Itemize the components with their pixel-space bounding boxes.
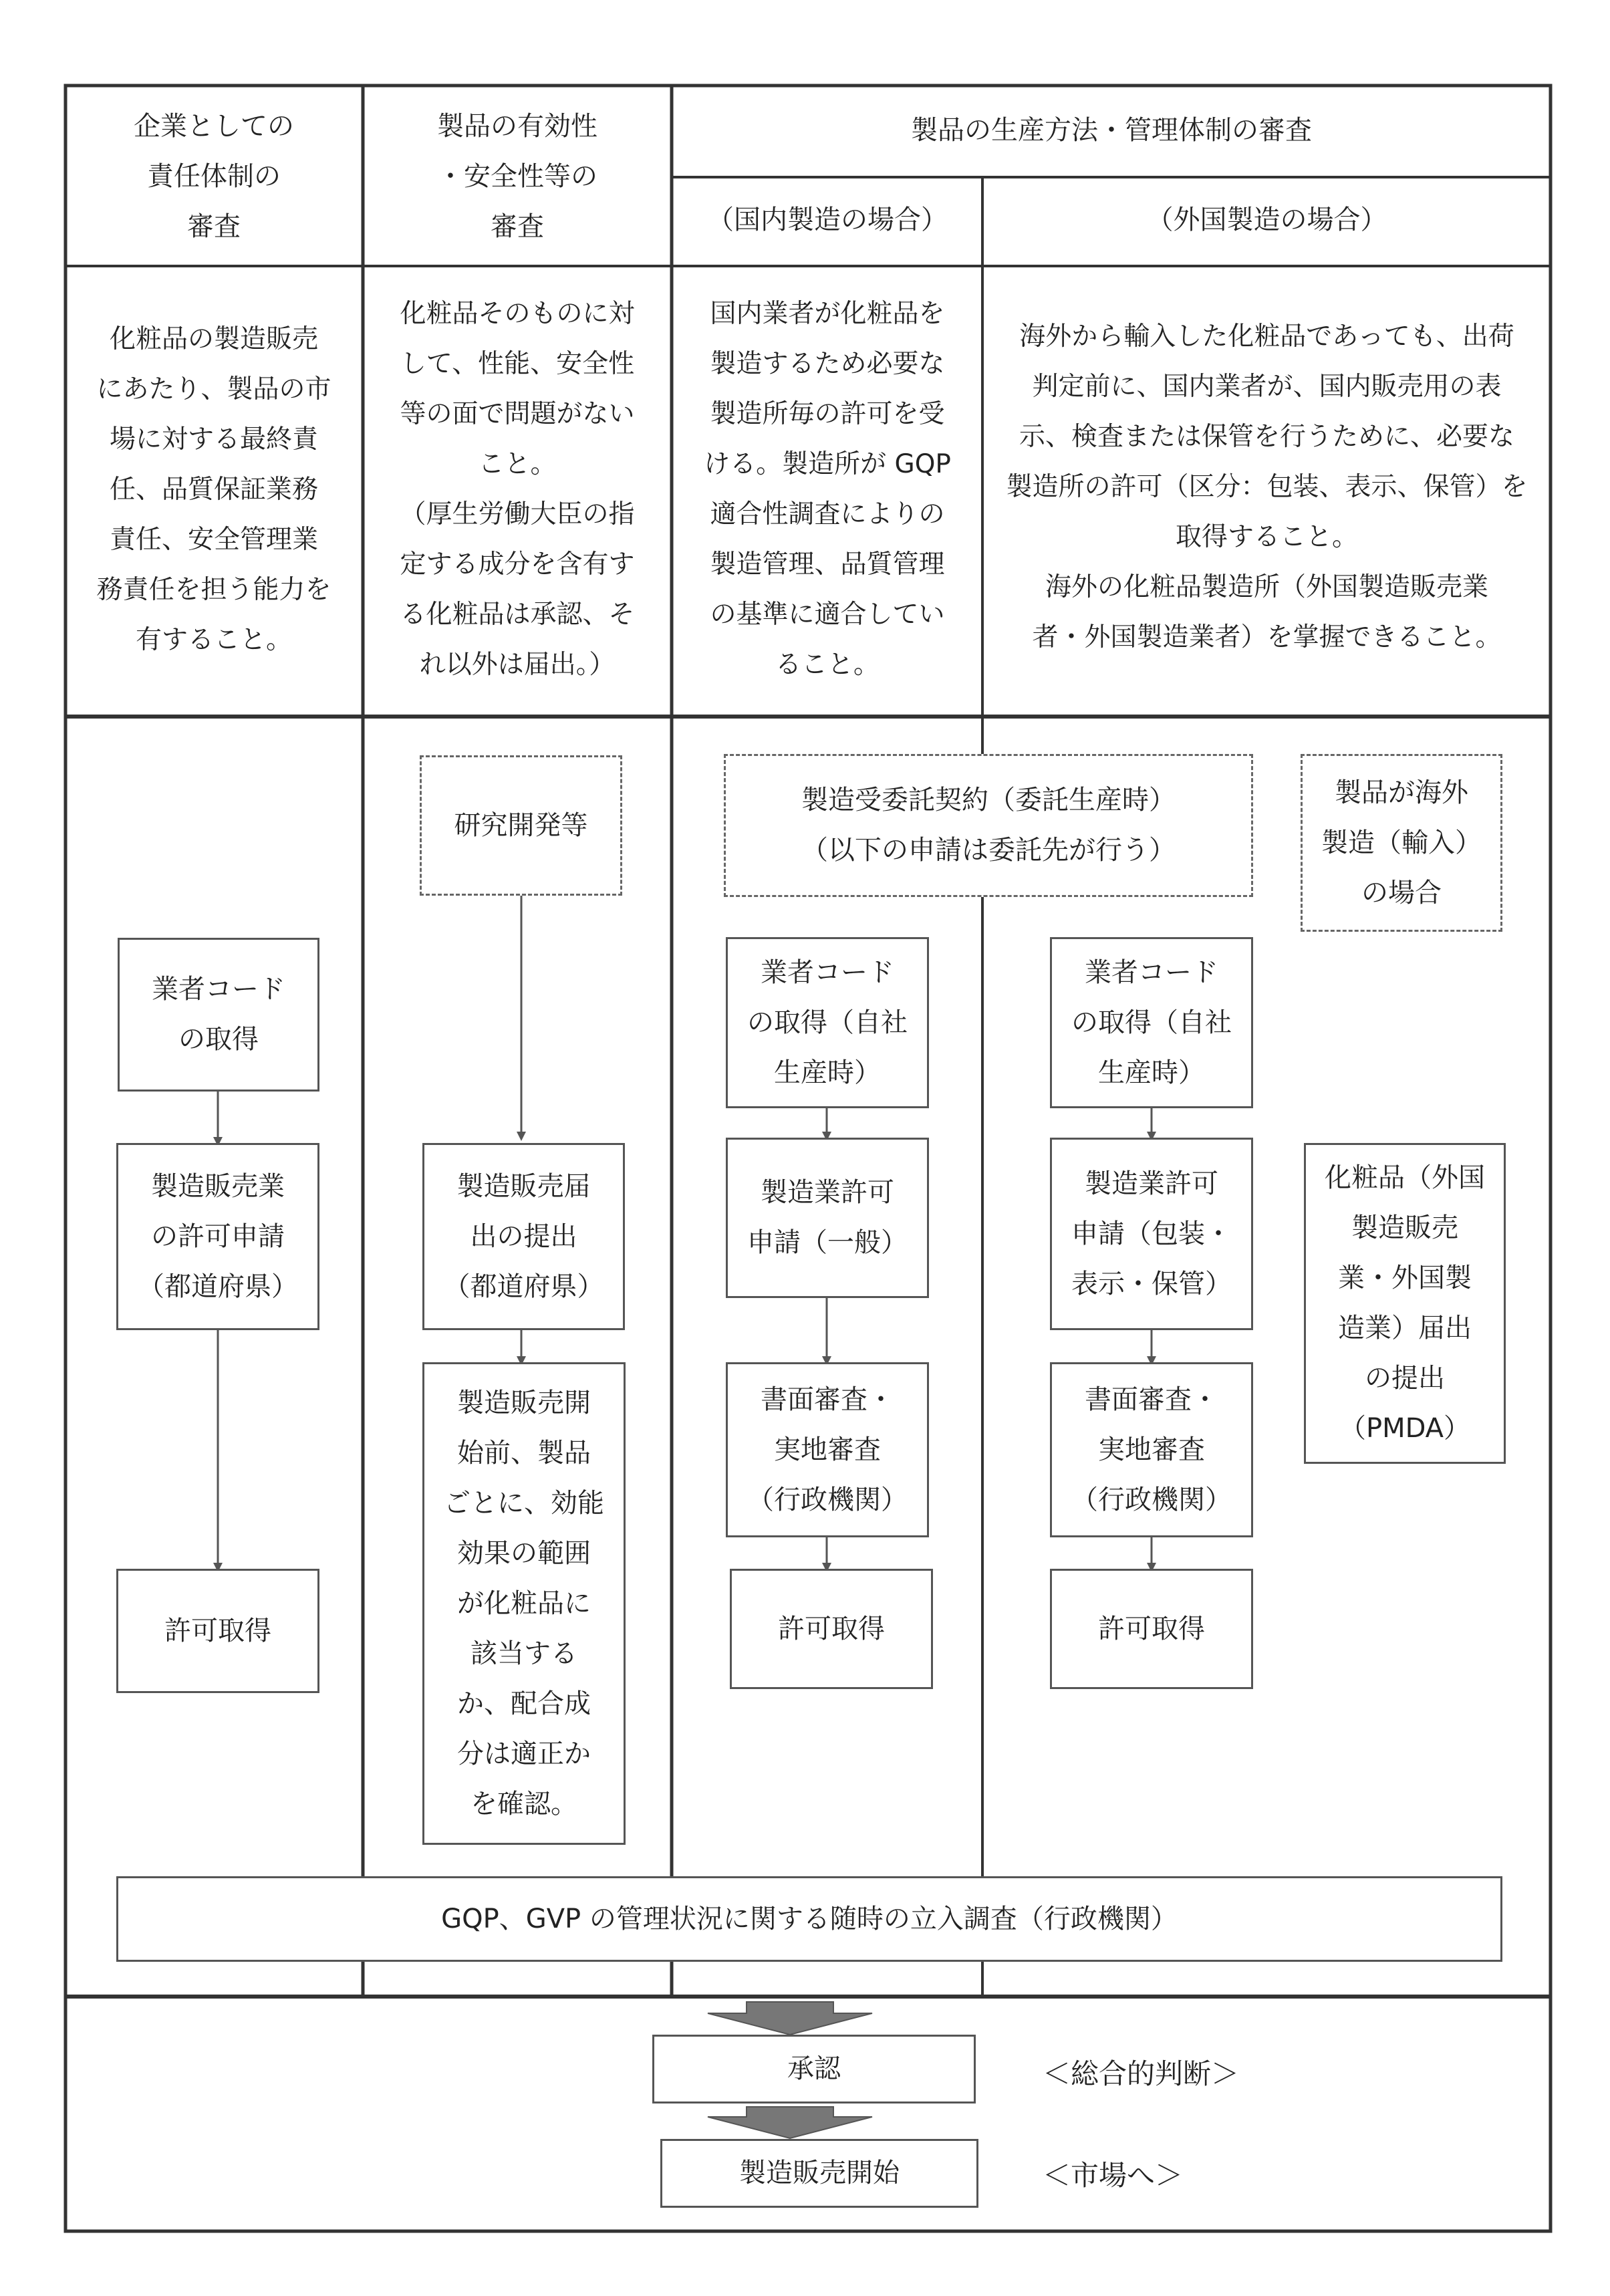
desc-col3b: 海外から輸入した化粧品であっても、出荷 判定前に、国内業者が、国内販売用の表 示、検査または保管を行うために、必要な 製造所の許可（区分：包装、表示、保管）を 取得すること。 海外の化粧品製造所（外国製造販売業 者・外国製造業者）を掌握できること。 bbox=[1006, 322, 1528, 652]
start-note: ＜市場へ＞ bbox=[1043, 2159, 1184, 2192]
start-box: 製造販売開始 bbox=[660, 2139, 978, 2208]
approval-box: 承認 bbox=[652, 2035, 976, 2103]
header-col3a: （国内製造の場合） bbox=[707, 205, 948, 235]
rd-box: 研究開発等 bbox=[420, 755, 622, 896]
c3-apply-box: 製造業許可 申請（一般） bbox=[726, 1138, 929, 1298]
down-arrow-start bbox=[708, 2107, 872, 2138]
header-col1: 企業としての 責任体制の 審査 bbox=[134, 111, 294, 242]
c4-get-box: 許可取得 bbox=[1050, 1569, 1253, 1689]
c1-apply-box: 製造販売業 の許可申請 （都道府県） bbox=[116, 1143, 319, 1330]
c3-review-box: 書面審査・ 実地審査 （行政機関） bbox=[726, 1362, 929, 1537]
c1-get-box: 許可取得 bbox=[116, 1569, 319, 1693]
desc-col2: 化粧品そのものに対 して、性能、安全性 等の面で問題がない こと。 （厚生労働大臣の指 定する成分を含有す る化粧品は承認、そ れ以外は届出。） bbox=[400, 299, 635, 680]
desc-col1: 化粧品の製造販売 にあたり、製品の市 場に対する最終責 任、品質保証業務 責任、安全管理業 務責任を担う能力を 有すること。 bbox=[96, 324, 331, 655]
header-col2: 製品の有効性 ・安全性等の 審査 bbox=[437, 111, 597, 242]
c2-check-box: 製造販売開 始前、製品 ごとに、効能 効果の範囲 が化粧品に 該当する か、配合成 分は適正か を確認。 bbox=[422, 1362, 626, 1845]
c5-notify-box: 化粧品（外国 製造販売 業・外国製 造業）届出 の提出 （PMDA） bbox=[1304, 1143, 1506, 1464]
c4-review-box: 書面審査・ 実地審査 （行政機関） bbox=[1050, 1362, 1253, 1537]
header-col3b: （外国製造の場合） bbox=[1146, 205, 1387, 235]
c1-code-box: 業者コード の取得 bbox=[118, 938, 319, 1092]
c2-notify-box: 製造販売届 出の提出 （都道府県） bbox=[422, 1143, 625, 1330]
overseas-box: 製品が海外 製造（輸入） の場合 bbox=[1301, 754, 1502, 932]
c4-apply-box: 製造業許可 申請（包装・ 表示・保管） bbox=[1050, 1138, 1253, 1330]
c4-code-box: 業者コード の取得（自社 生産時） bbox=[1050, 937, 1253, 1108]
header-col3: 製品の生産方法・管理体制の審査 bbox=[911, 115, 1312, 146]
contract-box: 製造受委託契約（委託生産時） （以下の申請は委託先が行う） bbox=[724, 754, 1253, 897]
c3-code-box: 業者コード の取得（自社 生産時） bbox=[726, 937, 929, 1108]
inspection-box: GQP、GVP の管理状況に関する随時の立入調査（行政機関） bbox=[116, 1876, 1502, 1962]
desc-col3a: 国内業者が化粧品を 製造するため必要な 製造所毎の許可を受 ける。製造所が GQP 適合性調査によりの 製造管理、品質管理 の基準に適合してい ること。 bbox=[704, 299, 951, 680]
approval-note: ＜総合的判断＞ bbox=[1043, 2057, 1240, 2090]
c3-get-box: 許可取得 bbox=[730, 1569, 933, 1689]
down-arrow-approval bbox=[708, 2002, 872, 2035]
